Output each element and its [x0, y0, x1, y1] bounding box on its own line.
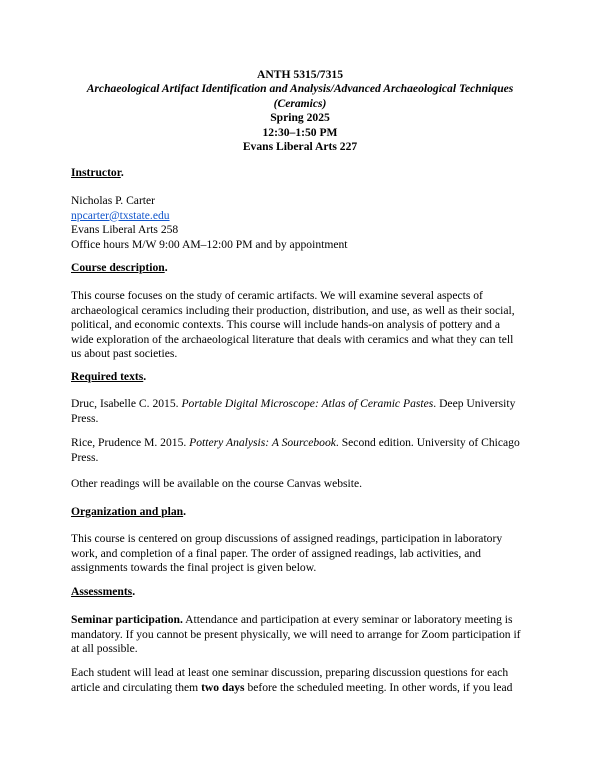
texts-heading: Required texts.: [71, 370, 147, 383]
office-hours: Office hours M/W 9:00 AM–12:00 PM and by appointment: [71, 237, 348, 251]
assessments-heading: Assessments.: [71, 585, 136, 598]
course-code: ANTH 5315/7315: [257, 68, 343, 81]
course-title-sub: (Ceramics): [273, 96, 327, 110]
organization-heading: Organization and plan.: [71, 505, 187, 518]
instructor-office: Evans Liberal Arts 258: [71, 223, 179, 237]
course-room: Evans Liberal Arts 227: [242, 140, 358, 154]
course-title: Archaeological Artifact Identification and Analysis/Advanced Archaeological Techniques: [86, 82, 514, 96]
instructor-name: Nicholas P. Carter: [71, 194, 156, 207]
other-readings: Other readings will be available on the course Canvas website.: [71, 477, 363, 490]
course-term: Spring 2025: [270, 111, 330, 125]
instructor-email-link[interactable]: npcarter@txstate.edu: [71, 208, 170, 222]
description-text: This course focuses on the study of ceramic artifacts. We will examine several aspects of archaeological ceramics including their production, distribution, and use, as well as their social, political, and economic contexts. This course will include hands-on analysis of pottery and a wide exploration of the archaeological literature that deals with ceramics and what they can tell us about past societies.: [71, 289, 515, 361]
text-citation-rice: Rice, Prudence M. 2015. Pottery Analysis: A Sourcebook. Second edition. University of Chicago Press.: [71, 436, 520, 464]
course-time: 12:30–1:50 PM: [262, 125, 338, 139]
course-header: [60, 68, 540, 154]
description-heading: Course description.: [71, 261, 168, 274]
text-citation-druc: Druc, Isabelle C. 2015. Portable Digital Microscope: Atlas of Ceramic Pastes. Deep University Press.: [71, 397, 516, 425]
discussion-lead-text: Each student will lead at least one seminar discussion, preparing discussion questions for each article and circulating them two days before the scheduled meeting. In other words, if you lead: [71, 666, 513, 694]
instructor-heading: Instructor.: [71, 166, 124, 179]
organization-text: This course is centered on group discussions of assigned readings, participation in laboratory work, and completion of a final paper. The order of assigned readings, lab activities, and assignments towards the final project is given below.: [71, 532, 503, 575]
instructor-info: [71, 194, 531, 252]
seminar-participation-text: Seminar participation. Attendance and participation at every seminar or laboratory meeting is mandatory. If you cannot be present physically, we will need to arrange for Zoom participation if at all possible.: [71, 613, 521, 656]
